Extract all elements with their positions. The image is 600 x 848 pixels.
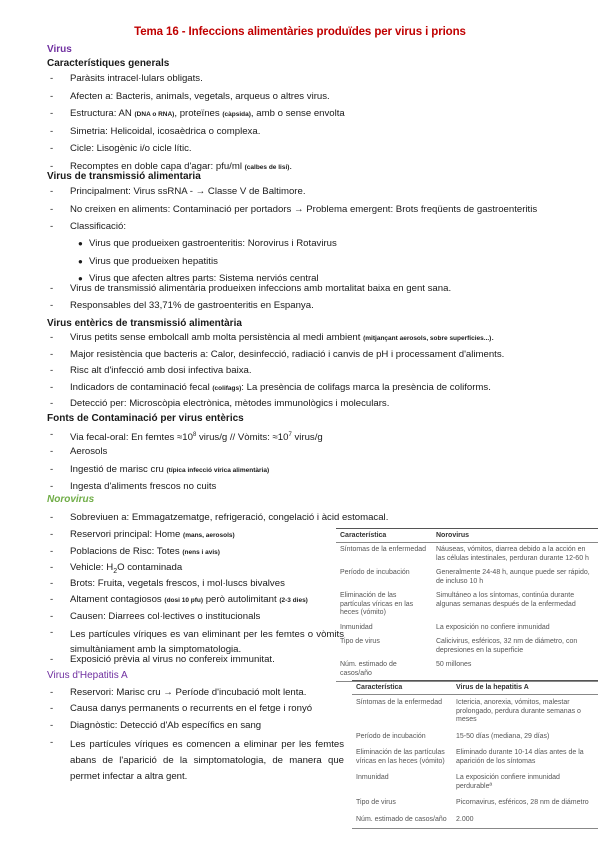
table-header: Característica <box>336 529 432 543</box>
table-header: Norovirus <box>432 529 598 543</box>
dash-marker: - <box>50 529 54 540</box>
dash-marker: - <box>50 108 54 120</box>
norovirus-item: Reservori principal: Home (mans, aerosols) <box>70 529 235 540</box>
table-row <box>352 745 598 770</box>
font-item: Ingesta d'aliments frescos no cuits <box>70 481 217 492</box>
table-row <box>336 566 598 589</box>
caracteristica-item: Estructura: AN (DNA o RNA), proteïnes (càpsida), amb o sense envolta <box>70 108 345 120</box>
heading-hepatitis: Virus d'Hepatitis A <box>47 670 128 681</box>
table-header: Característica <box>352 681 452 695</box>
table-header: Virus de la hepatitis A <box>452 681 598 695</box>
enteric-item: Detecció per: Microscòpia electrònica, mètodes immunològics i moleculars. <box>70 398 390 409</box>
dash-marker: - <box>50 348 54 360</box>
dash-marker: - <box>50 481 54 492</box>
table-cell: La exposición no confiere inmunidad <box>436 623 550 631</box>
dash-marker: - <box>50 186 54 197</box>
dash-marker: - <box>50 381 54 393</box>
table-cell: Eliminación de las partículas víricas en las heces (vómito) <box>340 592 414 616</box>
table-cell: Tipo de virus <box>356 799 396 806</box>
table-cell: Náuseas, vómitos, diarrea debido a la acción en las células intestinales, perduran durante 12-60 h <box>436 546 589 562</box>
table-row <box>336 635 598 658</box>
dash-marker: - <box>50 90 54 102</box>
table-row <box>352 695 598 729</box>
font-item: Ingestió de marisc cru (típica infecció vírica alimentària) <box>70 463 270 475</box>
caracteristica-item: Simetria: Helicoidal, icosaèdrica o complexa. <box>70 125 261 137</box>
caracteristica-item: Recomptes en doble capa d'agar: pfu/ml (calbes de lisi). <box>70 161 293 172</box>
heading-norovirus: Norovirus <box>47 494 95 505</box>
table-cell: Eliminado durante 10-14 días antes de la aparición de los síntomas <box>456 749 584 765</box>
table-cell: Calicivirus, esféricos, 32 nm de diámetro, con depresiones en la superficie <box>436 638 578 654</box>
table-row <box>336 543 598 567</box>
heading-fonts: Fonts de Contaminació per virus entèrics <box>47 413 244 424</box>
heading-caracteristiques: Característiques generals <box>47 58 170 69</box>
dash-marker: - <box>50 429 54 440</box>
font-item: Aerosols <box>70 446 108 457</box>
table-cell: Núm. estimado de casos/año <box>336 658 432 682</box>
caracteristica-item: Paràsits intracel·lulars obligats. <box>70 73 203 84</box>
table-cell: Eliminación de las partículas víricas en las heces (vómito) <box>356 749 445 765</box>
norovirus-item: Poblacions de Risc: Totes (nens i avis) <box>70 546 220 557</box>
dash-marker: - <box>50 283 54 294</box>
dash-marker: - <box>50 562 54 573</box>
enteric-item: Virus petits sense embolcall amb molta persistència al medi ambient (mitjançant aerosols, sobre superfícies...). <box>70 332 495 343</box>
bullet-marker: ● <box>78 274 83 283</box>
enteric-item: Risc alt d'infecció amb dosi infectiva baixa. <box>70 365 252 376</box>
table-cell: La exposición confiere inmunidad perdurableª <box>456 774 560 790</box>
table-row <box>352 729 598 746</box>
dash-marker: - <box>50 203 54 215</box>
dash-marker: - <box>50 578 54 589</box>
heading-enterics: Virus entèrics de transmissió alimentària <box>47 318 242 329</box>
enteric-item: Indicadors de contaminació fecal (colifags): La presència de colifags marca la presència de coliforms. <box>70 381 491 393</box>
norovirus-item: Altament contagiosos (dosi 10 pfu) però autolimitant (2-3 dies) <box>70 594 308 605</box>
dash-marker: - <box>50 221 54 232</box>
norovirus-item: Les partícules víriques es van eliminant per les femtes o vòmits simultàniament amb la simptomatologia. <box>70 629 344 655</box>
table-row <box>352 770 598 795</box>
dash-marker: - <box>50 161 54 172</box>
table-cell: Simultáneo a los síntomas, continúa durante algunas semanas después de la enfermedad <box>436 592 576 608</box>
classificacio-item: Virus que afecten altres parts: Sistema nerviós central <box>89 273 319 284</box>
table-cell: Inmunidad <box>340 623 373 631</box>
dash-marker: - <box>50 654 54 665</box>
dash-marker: - <box>50 332 54 343</box>
transmissio-item: Responsables del 33,71% de gastroenteritis en Espanya. <box>70 300 314 311</box>
norovirus-item: Brots: Fruita, vegetals frescos, i mol·luscs bivalves <box>70 578 285 589</box>
table-row <box>336 658 598 682</box>
dash-marker: - <box>50 594 54 605</box>
dash-marker: - <box>50 546 54 557</box>
table-cell: Período de incubación <box>340 569 410 576</box>
table-cell: Síntomas de la enfermedad <box>340 546 426 553</box>
dash-marker: - <box>50 737 54 748</box>
norovirus-item: Exposició prèvia al virus no confereix immunitat. <box>70 654 275 665</box>
classificacio-item: Virus que produeixen hepatitis <box>89 255 218 267</box>
transmissio-item: No creixen en aliments: Contaminació per portadors → Problema emergent: Brots freqüents de gastroenteritis <box>70 203 538 215</box>
section-virus: Virus <box>47 44 72 55</box>
dash-marker: - <box>50 446 54 457</box>
dash-marker: - <box>50 687 54 698</box>
hepatitis-table <box>352 680 598 829</box>
hepatitis-item: Diagnòstic: Detecció d'Ab específics en sang <box>70 720 262 731</box>
hepatitis-item: Causa danys permanents o recurrents en el fetge i ronyó <box>70 703 313 714</box>
transmissio-item: Virus de transmissió alimentària produeixen infeccions amb mortalitat baixa en gent sana. <box>70 283 452 294</box>
bullet-marker: ● <box>78 256 83 266</box>
table-row <box>336 589 598 621</box>
bullet-marker: ● <box>78 239 83 248</box>
dash-marker: - <box>50 143 54 155</box>
table-row <box>352 812 598 829</box>
dash-marker: - <box>50 463 54 475</box>
table-cell: 2.000 <box>452 812 598 829</box>
table-cell: Inmunidad <box>356 774 389 781</box>
hepatitis-item: Les partícules víriques es comencen a eliminar per les femtes abans de l'aparició de la simptomatologia, de manera que permet infectar a altra gent. <box>70 739 344 782</box>
dash-marker: - <box>50 703 54 714</box>
dash-marker: - <box>50 512 54 523</box>
transmissio-item: Principalment: Virus ssRNA - → Classe V de Baltimore. <box>70 186 306 197</box>
table-cell: 50 millones <box>432 658 598 682</box>
norovirus-item: Causen: Diarrees col·lectives o institucionals <box>70 611 261 622</box>
table-cell: Ictericia, anorexia, vómitos, malestar prolongado, perdura durante semanas o meses <box>456 699 581 723</box>
caracteristica-item: Cicle: Lisogènic i/o cicle lític. <box>70 143 192 155</box>
table-row <box>352 795 598 812</box>
table-cell: Tipo de virus <box>340 638 380 645</box>
dash-marker: - <box>50 125 54 137</box>
dash-marker: - <box>50 73 54 84</box>
via-fecal-oral-item: Via fecal-oral: En femtes $\approx 10^8$ virus/g // Vòmits: $\approx 10^7$ virus/g <box>70 432 323 444</box>
table-cell: Generalmente 24-48 h, aunque puede ser rápido, de incluso 10 h <box>436 569 590 585</box>
dash-marker: - <box>50 611 54 622</box>
table-cell: 15-50 días (mediana, 29 días) <box>456 732 550 740</box>
dash-marker: - <box>50 300 54 311</box>
dash-marker: - <box>50 627 54 638</box>
table-row <box>336 621 598 636</box>
norovirus-item: Sobreviuen a: Emmagatzematge, refrigeració, congelació i àcid estomacal. <box>70 512 389 523</box>
heading-transmissio: Virus de transmissió alimentaria <box>47 171 201 182</box>
dash-marker: - <box>50 398 54 409</box>
transmissio-item: Classificació: <box>70 221 126 232</box>
table-cell: Período de incubación <box>356 732 426 740</box>
table-cell: Picornavirus, esféricos, 28 nm de diámetro <box>456 799 589 806</box>
table-cell: Síntomas de la enfermedad <box>356 699 442 706</box>
dash-marker: - <box>50 365 54 376</box>
page-title: Tema 16 - Infeccions alimentàries produïdes per virus i prions <box>134 26 466 38</box>
hepatitis-item: Reservori: Marisc cru → Període d'incubació molt lenta. <box>70 687 307 698</box>
table-cell: Núm. estimado de casos/año <box>352 812 452 829</box>
enteric-item: Major resistència que bacteris a: Calor, desinfecció, radiació i canvis de pH i processament d'aliments. <box>70 348 505 360</box>
dash-marker: - <box>50 720 54 731</box>
classificacio-item: Virus que produeixen gastroenteritis: Norovirus i Rotavirus <box>89 238 337 249</box>
norovirus-item: Vehicle: $H_2O$ contaminada <box>70 562 183 575</box>
caracteristica-item: Afecten a: Bacteris, animals, vegetals, arqueus o altres virus. <box>70 90 330 102</box>
norovirus-table <box>336 528 598 682</box>
